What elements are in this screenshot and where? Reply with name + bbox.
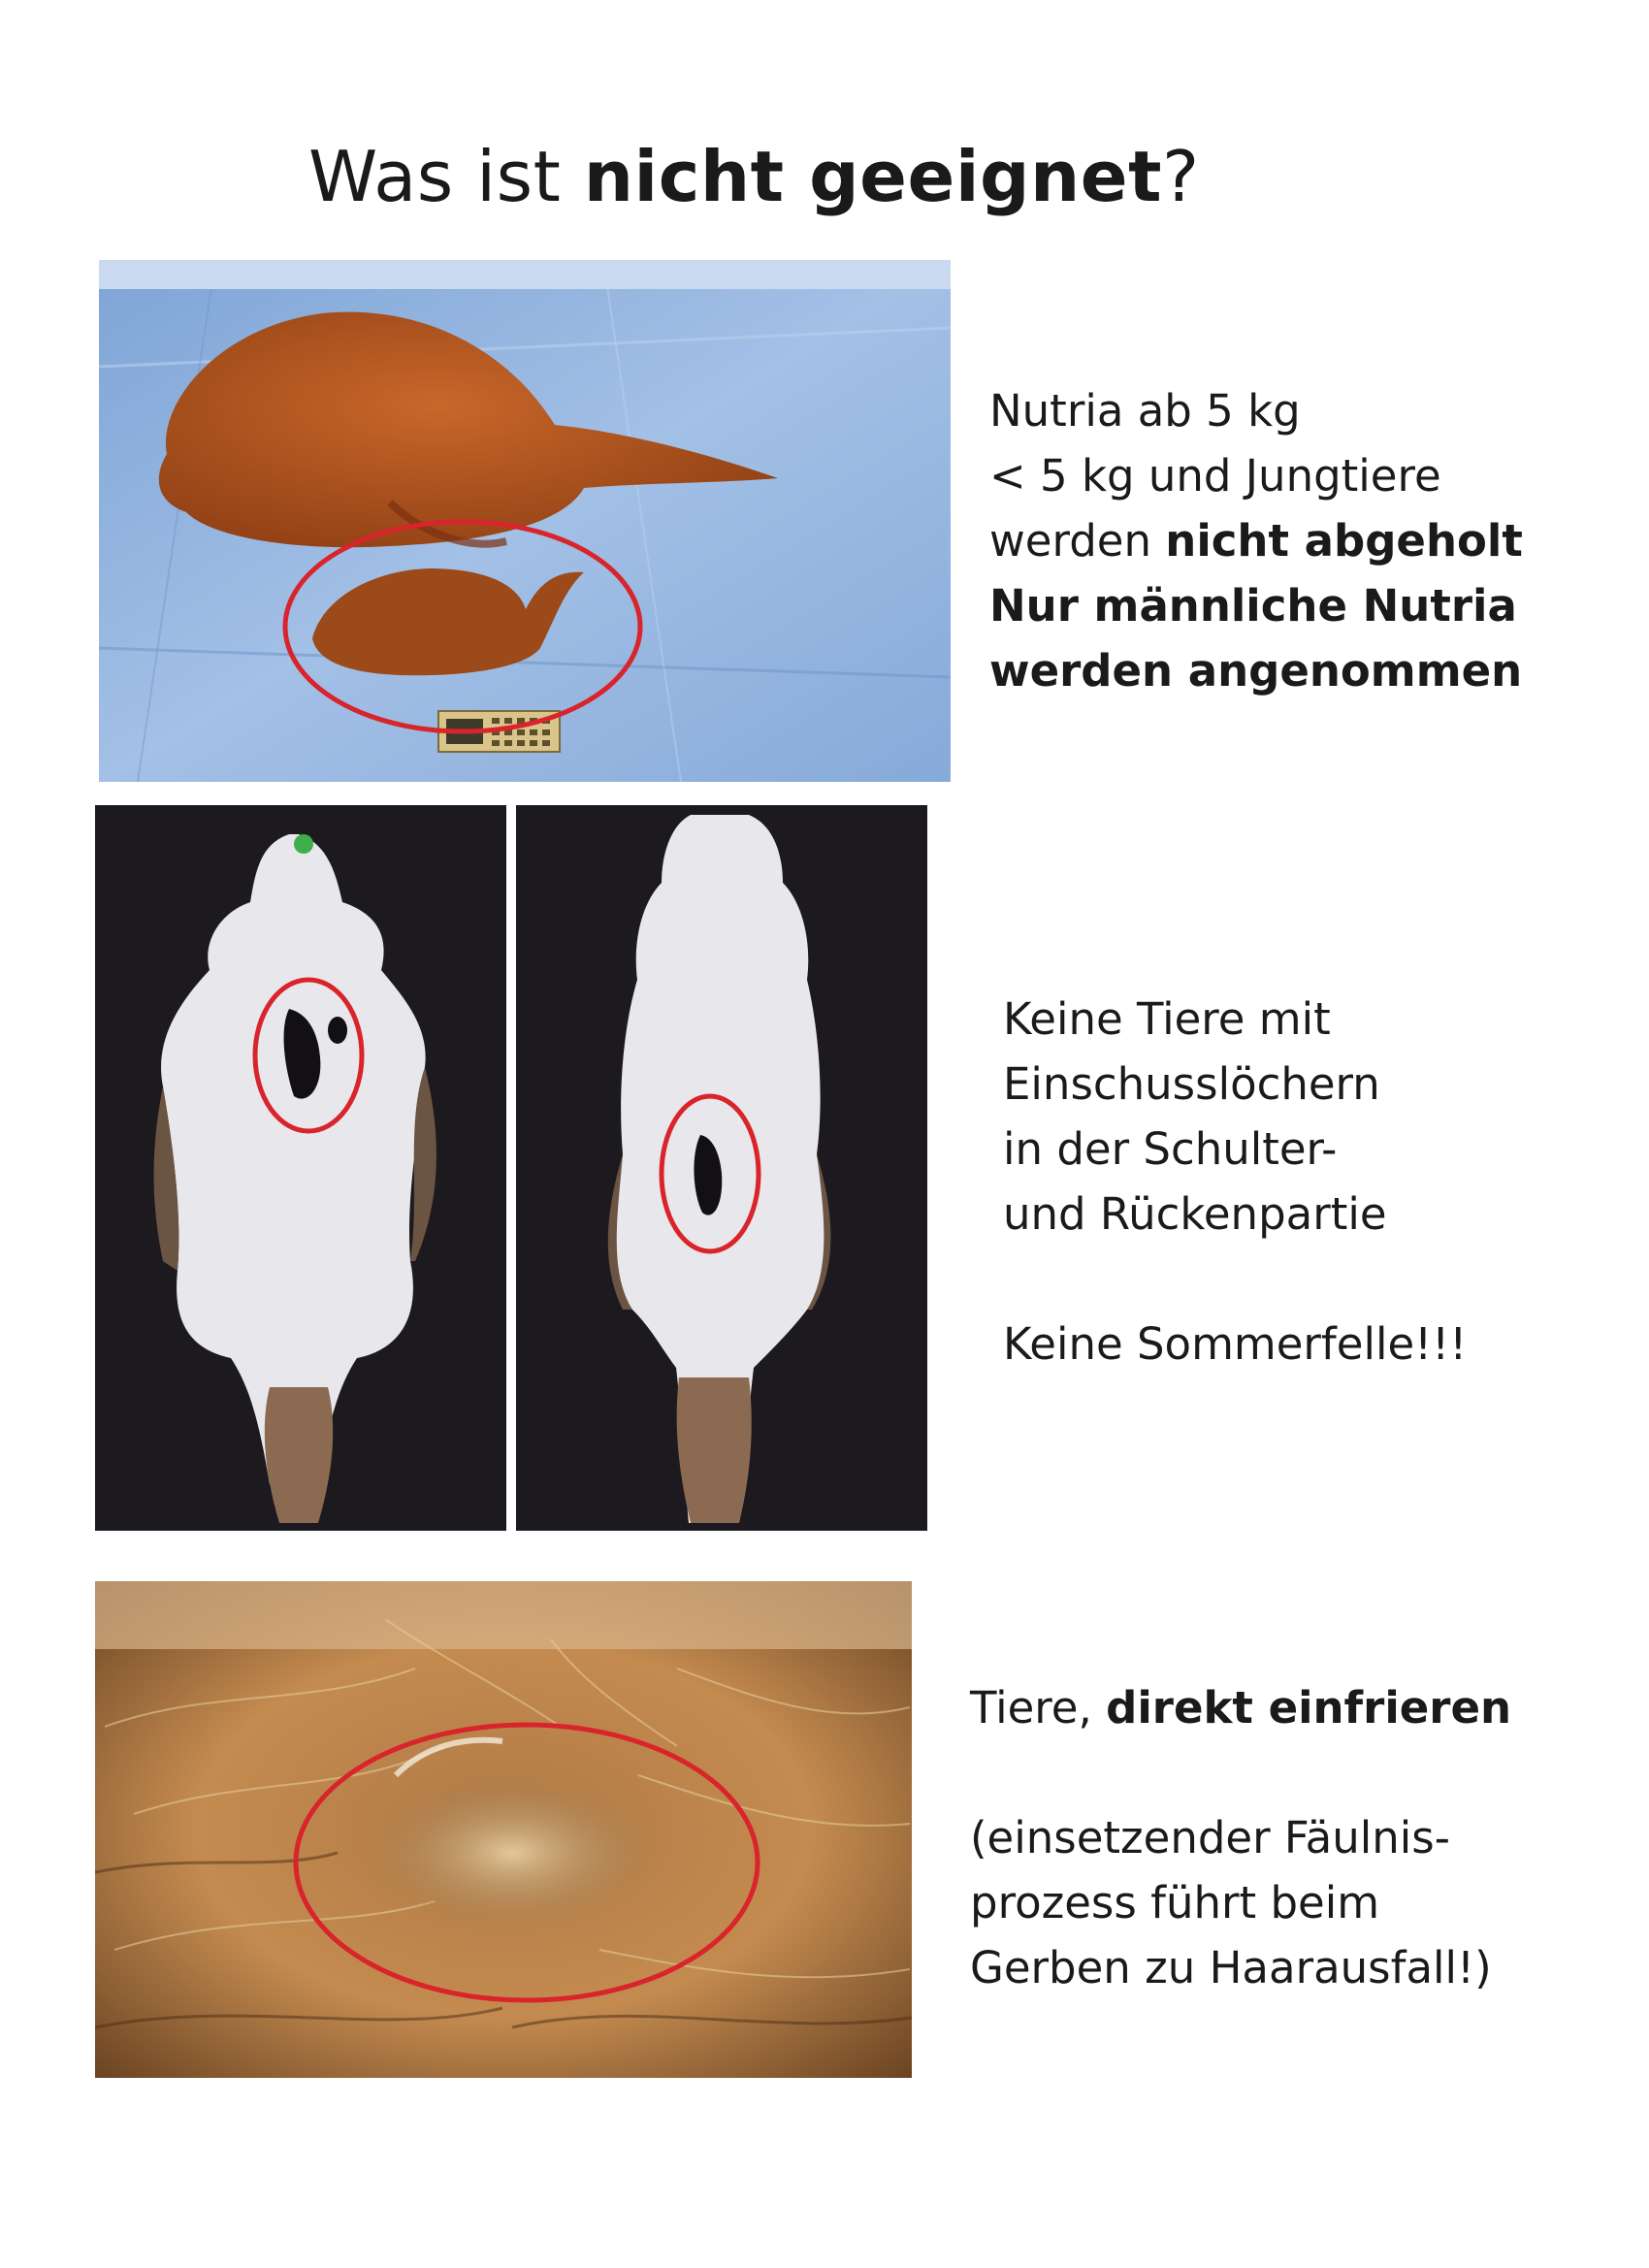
caption-line: werden nicht abgeholt [989, 515, 1523, 567]
caption-bullet-holes [1003, 987, 1467, 1377]
caption-line: prozess führt beim [970, 1877, 1380, 1928]
caption-line: (einsetzender Fäulnis- [970, 1812, 1450, 1863]
caption-line: Keine Tiere mit [1003, 993, 1331, 1045]
title-bold: nicht geeignet [583, 136, 1163, 217]
caption-line: Keine Sommerfelle!!! [1003, 1318, 1468, 1370]
caption-line: Nutria ab 5 kg [989, 385, 1301, 437]
caption-line: Einschusslöchern [1003, 1058, 1380, 1110]
title-prefix: Was ist [308, 136, 584, 217]
caption-line: in der Schulter- [1003, 1123, 1338, 1175]
caption-line: und Rückenpartie [1003, 1188, 1387, 1240]
caption-line: Nur männliche Nutria [989, 580, 1517, 632]
caption-line: Tiere, direkt einfrieren [970, 1682, 1512, 1733]
page-title [308, 136, 1200, 217]
caption-line: Gerben zu Haarausfall!) [970, 1942, 1492, 1993]
caption-line [970, 1740, 1511, 1805]
photo-pelt-back-hole [516, 805, 927, 1531]
caption-line: werden angenommen [989, 645, 1523, 697]
photo-pelt-shoulder-hole [95, 805, 506, 1531]
caption-line: < 5 kg und Jungtiere [989, 450, 1441, 502]
photo-nutria-size-comparison [99, 260, 951, 782]
caption-line [1003, 1247, 1467, 1312]
caption-freeze-immediately [970, 1675, 1511, 2000]
title-suffix: ? [1162, 136, 1200, 217]
caption-weight-rules [989, 378, 1523, 703]
photo-fur-hair-loss [95, 1581, 912, 2078]
